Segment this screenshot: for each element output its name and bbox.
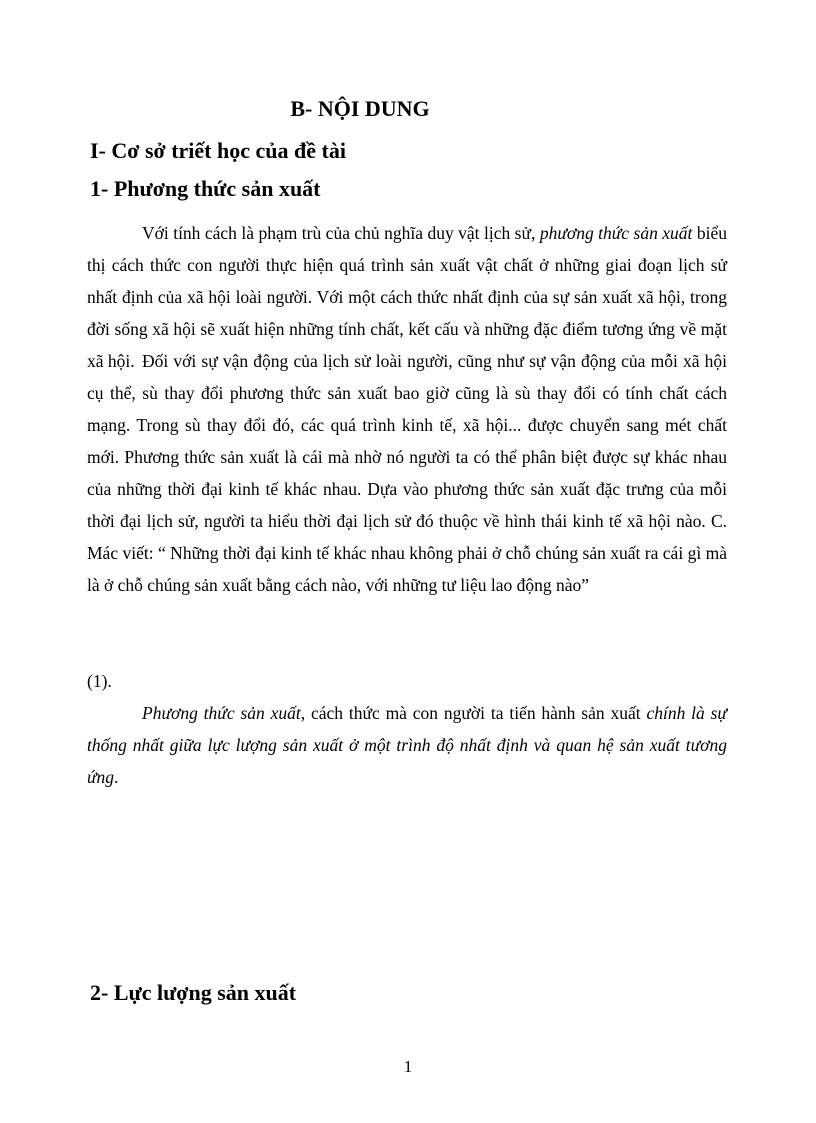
section-title: B- NỘI DUNG <box>290 96 430 121</box>
paragraph-3-definition: chính là sự thống nhất giữa lực lượng sản xuất ở một trình độ nhất định và quan hệ sản xuất tương ứng <box>87 703 727 787</box>
paragraph-3-term: Phương thức sản xuất <box>142 703 301 723</box>
page-number: 1 <box>403 1057 413 1076</box>
paragraph-1-lead: Với tính cách là phạm trù của chủ nghĩa duy vật lịch sử, <box>142 223 540 243</box>
paragraph-1-rest: biểu thị cách thức con người thực hiện quá trình sản xuất vật chất ở những giai đoạn lịch sử nhất định của xã hội loài người. Với một cách thức nhất định của sự sản xuất xã hội, trong đời sống xã hội sẽ xuất hiện những tính chất, kết cấu và những đặc điểm tương ứng về mặt xã hội. <box>87 223 728 371</box>
paragraph-3-middle: , cách thức mà con người ta tiến hành sản xuất <box>300 703 647 723</box>
chapter-title: I- Cơ sở triết học của đề tài <box>90 138 346 163</box>
paragraph-3 <box>87 697 727 793</box>
paragraph-1-term: phương thức sản xuất <box>539 223 693 243</box>
paragraph-2: Đối với sự vận động của lịch sử loài người, cũng như sự vận động của mỗi xã hội cụ thể, sù thay đổi phương thức sản xuất bao giờ cũng là sù thay đổi có tính chất cách mạng. Trong sù thay đổi đó, các quá trình kinh tế, xã hội... được chuyển sang mét chất mới. Phương thức sản xuất là cái mà nhờ nó người ta có thể phân biệt được sự khác nhau của những thời đại kinh tế khác nhau. Dựa vào phương thức sản xuất đặc trưng của mỗi thời đại lịch sử, người ta hiểu thời đại lịch sử đó thuộc về hình thái kinh tế xã hội nào. C. Mác viết: “ Những thời đại kinh tế khác nhau không phải ở chỗ chúng sản xuất ra cái gì mà là ở chỗ chúng sản xuất bằng cách nào, với những tư liệu lao động nào” <box>87 351 727 595</box>
subsection-title-2: 2- Lực lượng sản xuất <box>90 980 297 1005</box>
paragraph-3-end: . <box>114 767 119 787</box>
reference-mark: (1). <box>87 671 112 691</box>
subsection-title-1: 1- Phương thức sản xuất <box>90 176 321 201</box>
